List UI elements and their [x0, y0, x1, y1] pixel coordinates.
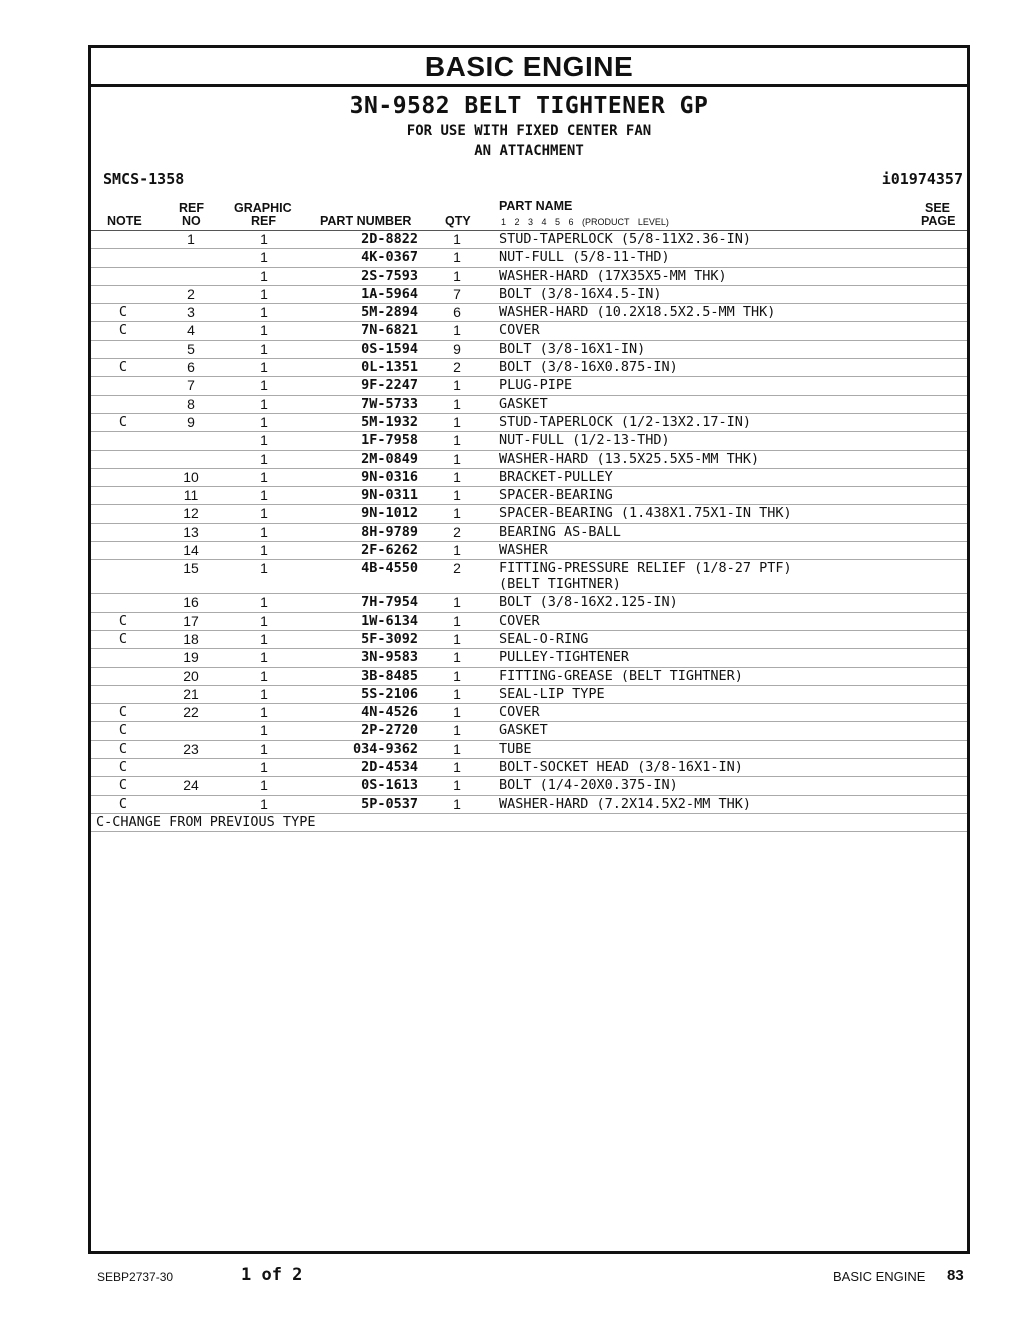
cell-ref-no: 5: [187, 340, 195, 357]
group-header: [91, 87, 967, 197]
header-see-top: SEE: [925, 201, 951, 215]
cell-graphic-ref: 1: [260, 777, 268, 794]
cell-graphic-ref: 1: [260, 740, 268, 757]
cell-qty: 1: [453, 740, 461, 757]
cell-graphic-ref: 1: [260, 630, 268, 647]
cell-part-name: SPACER-BEARING (1.438X1.75X1-IN THK): [499, 505, 792, 522]
cell-part-number: 1A-5964: [361, 285, 418, 302]
cell-part-name: WASHER-HARD (13.5X25.5X5-MM THK): [499, 450, 760, 467]
cell-graphic-ref: 1: [260, 377, 268, 394]
cell-qty: 1: [453, 231, 461, 247]
footer-page-of: 1 of 2: [241, 1265, 303, 1285]
cell-qty: 1: [453, 487, 461, 504]
cell-ref-no: 6: [187, 359, 195, 376]
parts-list: [91, 231, 967, 814]
cell-part-name: PULLEY-TIGHTENER: [499, 649, 630, 666]
cell-qty: 1: [453, 759, 461, 776]
cell-graphic-ref: 1: [260, 468, 268, 485]
table-row: [91, 722, 967, 740]
smcs-code: SMCS-1358: [103, 170, 185, 188]
table-row: [91, 377, 967, 395]
cell-qty: 1: [453, 612, 461, 629]
cell-part-name: STUD-TAPERLOCK (1/2-13X2.17-IN): [499, 413, 751, 430]
header-see-bottom: PAGE: [921, 214, 956, 228]
cell-note: C: [118, 630, 128, 647]
cell-part-number: 4B-4550: [361, 560, 418, 577]
cell-part-number: 5P-0537: [361, 795, 418, 812]
cell-qty: 1: [453, 432, 461, 449]
cell-part-name: COVER: [499, 704, 540, 721]
cell-part-name: WASHER-HARD (10.2X18.5X2.5-MM THK): [499, 304, 776, 321]
table-row: [91, 649, 967, 667]
cell-graphic-ref: 1: [260, 667, 268, 684]
cell-graphic-ref: 1: [260, 450, 268, 467]
column-header: [91, 197, 967, 231]
cell-qty: 2: [453, 560, 461, 577]
cell-ref-no: 21: [183, 685, 199, 702]
cell-part-name: PLUG-PIPE: [499, 377, 573, 394]
cell-qty: 1: [453, 267, 461, 284]
cell-part-number: 1W-6134: [361, 612, 418, 629]
cell-qty: 2: [453, 523, 461, 540]
cell-qty: 1: [453, 685, 461, 702]
table-row: [91, 231, 967, 249]
cell-qty: 1: [453, 795, 461, 812]
footer-page-number: 83: [947, 1267, 964, 1284]
cell-ref-no: 3: [187, 304, 195, 321]
cell-part-name: BEARING AS-BALL: [499, 523, 621, 540]
cell-qty: 1: [453, 450, 461, 467]
group-title: 3N-9582 BELT TIGHTENER GP: [349, 93, 709, 119]
cell-qty: 1: [453, 413, 461, 430]
footnote-row: [91, 814, 967, 832]
cell-graphic-ref: 1: [260, 649, 268, 666]
cell-part-number: 5M-2894: [361, 304, 418, 321]
header-graphic-top: GRAPHIC: [234, 201, 292, 215]
cell-graphic-ref: 1: [260, 304, 268, 321]
cell-ref-no: 14: [183, 542, 199, 559]
cell-graphic-ref: 1: [260, 685, 268, 702]
cell-ref-no: 22: [183, 704, 199, 721]
cell-part-name: COVER: [499, 612, 540, 629]
header-ref-bottom: NO: [182, 214, 201, 228]
cell-qty: 9: [453, 340, 461, 357]
cell-qty: 1: [453, 377, 461, 394]
header-qty: QTY: [445, 214, 471, 228]
table-row: [91, 560, 967, 594]
cell-ref-no: 8: [187, 395, 195, 412]
cell-qty: 1: [453, 704, 461, 721]
cell-part-name: WASHER-HARD (17X35X5-MM THK): [499, 267, 727, 284]
table-row: [91, 613, 967, 631]
footer-doc-number: SEBP2737-30: [97, 1270, 174, 1284]
cell-part-number: 5S-2106: [361, 685, 418, 702]
table-row: [91, 451, 967, 469]
cell-part-name: BOLT (1/4-20X0.375-IN): [499, 777, 678, 794]
table-row: [91, 704, 967, 722]
group-subtitle-line2: AN ATTACHMENT: [474, 143, 584, 159]
cell-part-number: 9F-2247: [361, 377, 418, 394]
cell-part-number: 1F-7958: [361, 432, 418, 449]
cell-graphic-ref: 1: [260, 359, 268, 376]
cell-ref-no: 12: [183, 505, 199, 522]
cell-graphic-ref: 1: [260, 413, 268, 430]
cell-part-number: 9N-0311: [361, 487, 418, 504]
page-footer: [0, 1262, 1020, 1292]
cell-qty: 1: [453, 249, 461, 266]
cell-part-number: 9N-1012: [361, 505, 418, 522]
table-row: [91, 524, 967, 542]
cell-ref-no: 15: [183, 560, 199, 577]
cell-qty: 1: [453, 322, 461, 339]
cell-ref-no: 13: [183, 523, 199, 540]
table-row: [91, 668, 967, 686]
cell-qty: 1: [453, 542, 461, 559]
cell-part-number: 0S-1594: [361, 340, 418, 357]
header-note: NOTE: [107, 214, 142, 228]
cell-part-name: STUD-TAPERLOCK (5/8-11X2.36-IN): [499, 231, 751, 247]
cell-graphic-ref: 1: [260, 267, 268, 284]
cell-part-name: FITTING-GREASE (BELT TIGHTNER): [499, 667, 743, 684]
table-row: [91, 505, 967, 523]
table-row: [91, 304, 967, 322]
cell-ref-no: 19: [183, 649, 199, 666]
cell-graphic-ref: 1: [260, 612, 268, 629]
cell-note: C: [118, 795, 128, 812]
cell-part-name: FITTING-PRESSURE RELIEF (1/8-27 PTF) (BELT TIGHTNER): [499, 560, 792, 592]
cell-part-name: BOLT (3/8-16X4.5-IN): [499, 285, 662, 302]
cell-graphic-ref: 1: [260, 704, 268, 721]
cell-ref-no: 23: [183, 740, 199, 757]
table-row: [91, 542, 967, 560]
cell-part-name: BOLT-SOCKET HEAD (3/8-16X1-IN): [499, 759, 743, 776]
cell-graphic-ref: 1: [260, 432, 268, 449]
cell-part-name: BOLT (3/8-16X0.875-IN): [499, 359, 678, 376]
cell-note: C: [118, 359, 128, 376]
cell-ref-no: 7: [187, 377, 195, 394]
cell-ref-no: 4: [187, 322, 195, 339]
table-row: [91, 631, 967, 649]
table-row: [91, 268, 967, 286]
cell-part-number: 5M-1932: [361, 413, 418, 430]
cell-part-name: TUBE: [499, 740, 532, 757]
cell-ref-no: 24: [183, 777, 199, 794]
cell-qty: 6: [453, 304, 461, 321]
cell-ref-no: 2: [187, 285, 195, 302]
cell-qty: 1: [453, 468, 461, 485]
cell-ref-no: 9: [187, 413, 195, 430]
cell-part-number: 2F-6262: [361, 542, 418, 559]
table-row: [91, 796, 967, 814]
cell-qty: 1: [453, 594, 461, 611]
cell-graphic-ref: 1: [260, 231, 268, 247]
table-row: [91, 432, 967, 450]
cell-note: C: [118, 740, 128, 757]
cell-ref-no: 11: [183, 487, 199, 504]
parts-sheet: [88, 45, 970, 1254]
cell-part-name: WASHER-HARD (7.2X14.5X2-MM THK): [499, 795, 751, 812]
section-banner: BASIC ENGINE: [91, 48, 967, 87]
cell-graphic-ref: 1: [260, 722, 268, 739]
cell-graphic-ref: 1: [260, 523, 268, 540]
cell-ref-no: 16: [183, 594, 199, 611]
cell-qty: 1: [453, 630, 461, 647]
cell-part-number: 2M-0849: [361, 450, 418, 467]
header-ref-top: REF: [179, 201, 204, 215]
cell-graphic-ref: 1: [260, 249, 268, 266]
cell-part-number: 7H-7954: [361, 594, 418, 611]
change-footnote: C-CHANGE FROM PREVIOUS TYPE: [96, 813, 316, 830]
cell-note: C: [118, 777, 128, 794]
cell-graphic-ref: 1: [260, 487, 268, 504]
cell-part-number: 3N-9583: [361, 649, 418, 666]
table-row: [91, 487, 967, 505]
cell-graphic-ref: 1: [260, 594, 268, 611]
cell-note: C: [118, 612, 128, 629]
cell-graphic-ref: 1: [260, 395, 268, 412]
cell-part-number: 7N-6821: [361, 322, 418, 339]
cell-part-name: SEAL-O-RING: [499, 630, 589, 647]
table-row: [91, 414, 967, 432]
cell-graphic-ref: 1: [260, 795, 268, 812]
cell-graphic-ref: 1: [260, 542, 268, 559]
cell-part-number: 2D-4534: [361, 759, 418, 776]
cell-part-name: GASKET: [499, 722, 548, 739]
cell-graphic-ref: 1: [260, 560, 268, 577]
table-row: [91, 359, 967, 377]
table-row: [91, 741, 967, 759]
cell-part-name: SPACER-BEARING: [499, 487, 613, 504]
cell-note: C: [118, 704, 128, 721]
cell-part-number: 9N-0316: [361, 468, 418, 485]
cell-part-number: 7W-5733: [361, 395, 418, 412]
group-subtitle-line1: FOR USE WITH FIXED CENTER FAN: [406, 123, 652, 139]
cell-graphic-ref: 1: [260, 340, 268, 357]
cell-graphic-ref: 1: [260, 322, 268, 339]
cell-part-name: NUT-FULL (5/8-11-THD): [499, 249, 670, 266]
footer-section: BASIC ENGINE: [833, 1269, 926, 1284]
cell-note: C: [118, 304, 128, 321]
cell-qty: 1: [453, 777, 461, 794]
cell-graphic-ref: 1: [260, 285, 268, 302]
table-row: [91, 249, 967, 267]
header-part-name: PART NAME: [499, 199, 573, 213]
cell-part-number: 0S-1613: [361, 777, 418, 794]
cell-part-number: 034-9362: [352, 740, 418, 757]
cell-part-name: SEAL-LIP TYPE: [499, 685, 605, 702]
cell-part-name: GASKET: [499, 395, 548, 412]
cell-part-name: NUT-FULL (1/2-13-THD): [499, 432, 670, 449]
table-row: [91, 396, 967, 414]
cell-ref-no: 18: [183, 630, 199, 647]
cell-qty: 1: [453, 667, 461, 684]
cell-graphic-ref: 1: [260, 505, 268, 522]
cell-part-number: 8H-9789: [361, 523, 418, 540]
cell-part-name: COVER: [499, 322, 540, 339]
cell-ref-no: 1: [187, 231, 195, 247]
table-row: [91, 594, 967, 612]
cell-note: C: [118, 722, 128, 739]
cell-part-number: 3B-8485: [361, 667, 418, 684]
header-product-level: 1 2 3 4 5 6 (PRODUCT LEVEL): [501, 217, 669, 227]
cell-qty: 1: [453, 649, 461, 666]
cell-part-number: 5F-3092: [361, 630, 418, 647]
cell-note: C: [118, 413, 128, 430]
table-row: [91, 341, 967, 359]
cell-ref-no: 20: [183, 667, 199, 684]
cell-qty: 7: [453, 285, 461, 302]
cell-part-name: BOLT (3/8-16X2.125-IN): [499, 594, 678, 611]
table-row: [91, 686, 967, 704]
cell-ref-no: 10: [183, 468, 199, 485]
cell-part-name: BOLT (3/8-16X1-IN): [499, 340, 646, 357]
cell-part-number: 2P-2720: [361, 722, 418, 739]
table-row: [91, 777, 967, 795]
cell-qty: 1: [453, 395, 461, 412]
cell-qty: 1: [453, 505, 461, 522]
cell-part-number: 2S-7593: [361, 267, 418, 284]
cell-part-name: BRACKET-PULLEY: [499, 468, 613, 485]
cell-part-number: 0L-1351: [361, 359, 418, 376]
header-graphic-bottom: REF: [251, 214, 276, 228]
cell-part-number: 4N-4526: [361, 704, 418, 721]
header-part-number: PART NUMBER: [320, 214, 412, 228]
cell-graphic-ref: 1: [260, 759, 268, 776]
cell-part-number: 2D-8822: [361, 231, 418, 247]
cell-note: C: [118, 759, 128, 776]
cell-note: C: [118, 322, 128, 339]
cell-qty: 1: [453, 722, 461, 739]
cell-part-number: 4K-0367: [361, 249, 418, 266]
table-row: [91, 286, 967, 304]
cell-qty: 2: [453, 359, 461, 376]
table-row: [91, 322, 967, 340]
cell-part-name: WASHER: [499, 542, 548, 559]
table-row: [91, 469, 967, 487]
table-row: [91, 759, 967, 777]
illustration-id: i01974357: [881, 170, 963, 188]
cell-ref-no: 17: [183, 612, 199, 629]
